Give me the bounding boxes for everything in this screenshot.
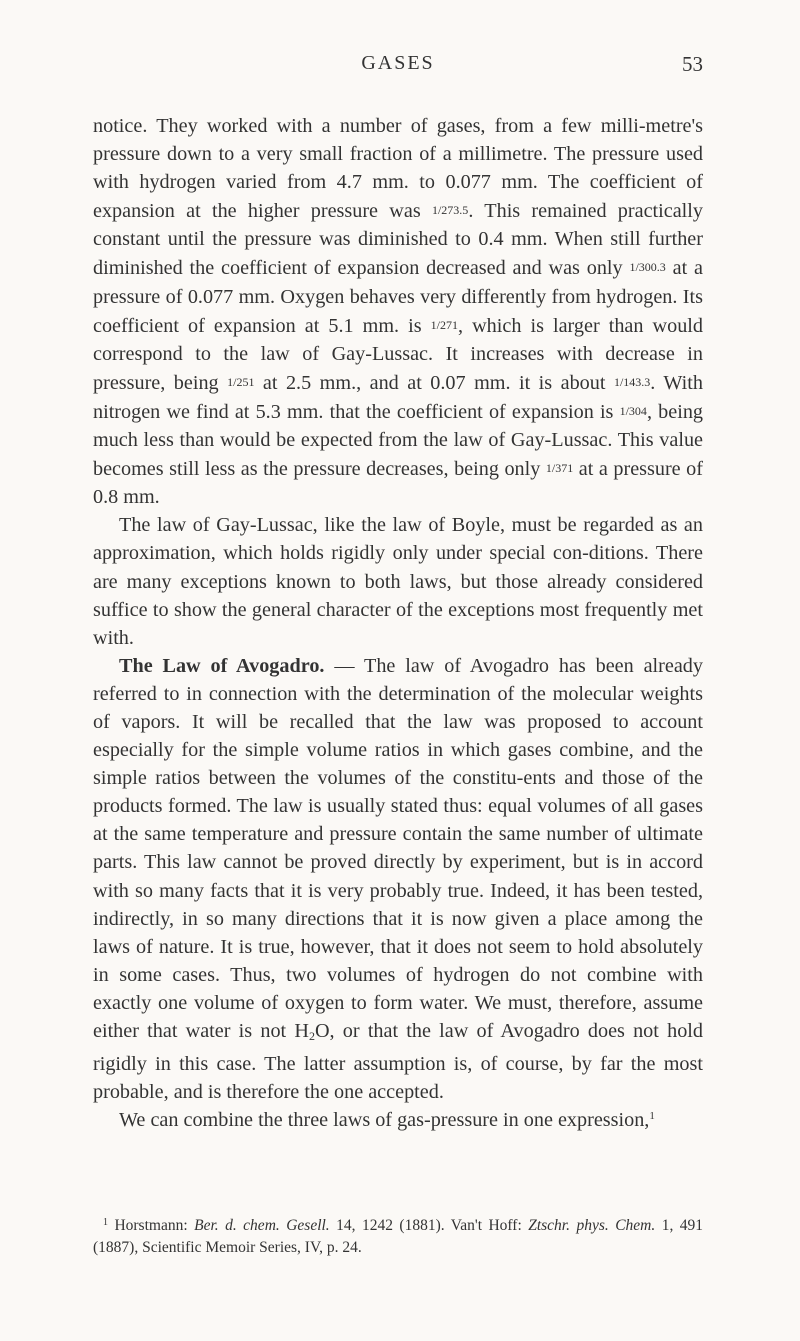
body-text (93, 112, 703, 1134)
footnote-ref[interactable]: 1 (649, 1110, 655, 1123)
footnote: $^1$ Horstmann: Ber. d. chem. Gesell. 14, 1242 (1881). Van't Hoff: Ztschr. phys. Chem. 1, 491 (1887), Scientific Memoir Series, IV, p. 24. (93, 1217, 704, 1256)
paragraph-approximation: The law of Gay-Lussac, like the law of Boyle, must be regarded as an approximation, which holds rigidly only under special con-ditions. There are many exceptions known to both laws, but those already considered suffice to show the general character of the exceptions most frequently met with. (93, 514, 703, 649)
fraction: 1/371 (545, 461, 574, 476)
paragraph-coefficients: notice. They worked with a number of gases, from a few milli-metre's pressure down to a very small fraction of a millimetre. The pressure used with hydrogen varied from 4.7 mm. to 0.077 mm. The coefficient of expansion at the higher pressure was 1/273.5. This remained practically constant until the pressure was diminished to 0.4 mm. When still further diminished the coefficient of expansion decreased and was only 1/300.3 at a pressure of 0.077 mm. Oxygen behaves very differently from hydrogen. Its coefficient of expansion at 5.1 mm. is 1/271, which is larger than would correspond to the law of Gay-Lussac. It increases with decrease in pressure, being 1/251 at 2.5 mm., and at 0.07 mm. it is about 1/143.3. With nitrogen we find at 5.3 mm. that the coefficient of expansion is 1/304, being much less than would be expected from the law of Gay-Lussac. This value becomes still less as the pressure decreases, being only 1/371 at a pressure of 0.8 mm. (93, 115, 704, 509)
section-heading: The Law of Avogadro. (119, 654, 325, 677)
fraction: 1/304 (619, 403, 647, 418)
page-header (93, 52, 703, 82)
fraction: 1/300.3 (629, 260, 666, 275)
running-head: GASES (361, 52, 435, 74)
page-number: 53 (682, 52, 703, 76)
paragraph-avogadro: The Law of Avogadro. — The law of Avogadro has been already referred to in connection with the determination of the molecular weights of vapors. It will be recalled that the law was proposed to account especially for the simple volume ratios in which gases combine, and the simple ratios between the volumes of the constitu-ents and those of the products formed. The law is usually stated thus: equal volumes of all gases at the same temperature and pressure contain the same number of ultimate parts. This law cannot be proved directly by experiment, but is in accord with so many facts that it is very probably true. Indeed, it has been tested, indirectly, in so many directions that it is now given a place among the laws of nature. It is true, however, that it does not seem to hold absolutely in some cases. Thus, two volumes of hydrogen do not combine with exactly one volume of oxygen to form water. We must, therefore, assume either that water is not $H_2O$, or that the law of Avogadro does not hold rigidly in this case. The latter assumption is, of course, by far the most probable, and is therefore the one accepted. (93, 654, 703, 1104)
paragraph-combine: We can combine the three laws of gas-pressure in one expression,$^1$ (119, 1109, 655, 1132)
fraction: 1/143.3 (613, 374, 651, 389)
fraction: 1/271 (430, 317, 458, 332)
fraction: 1/251 (227, 374, 255, 389)
fraction: 1/273.5 (431, 203, 469, 218)
